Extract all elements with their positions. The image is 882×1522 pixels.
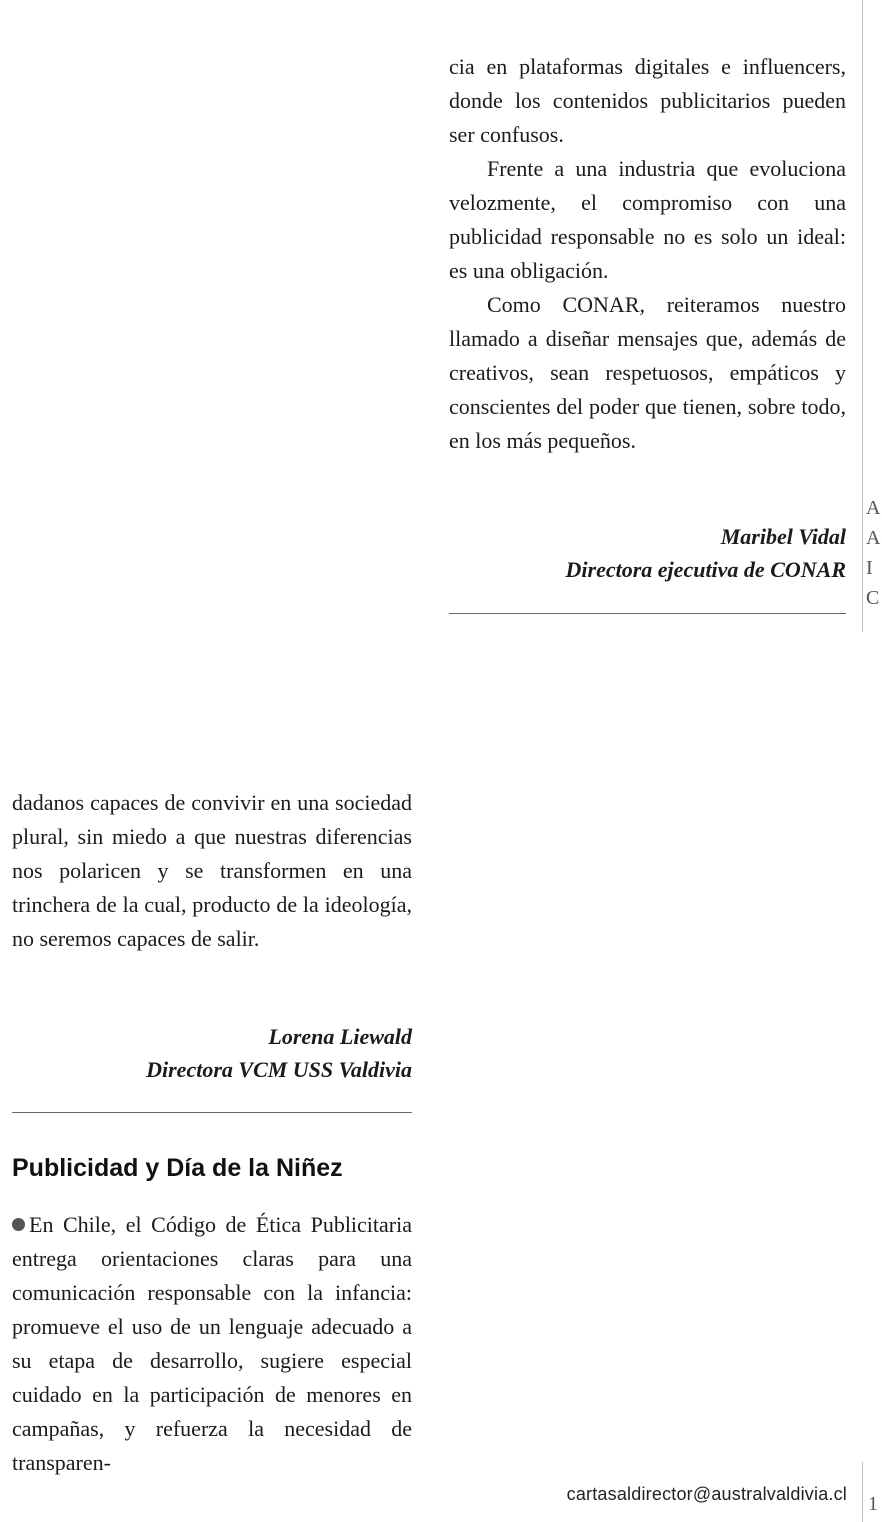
liewald-signature-name: Lorena Liewald [268,1024,412,1049]
edge-fragments-bottom: 1 [868,1493,878,1515]
conar-letter-continuation [449,50,846,458]
column-divider-top [862,0,863,632]
liewald-end-rule [12,1112,412,1113]
conar-paragraph-2: Frente a una industria que evoluciona velozmente, el compromiso con una publicidad responsable no es solo un ideal: es una obligación. [449,156,846,283]
letter-paragraph: En Chile, el Código de Ética Publicitaria entrega orientaciones claras para una comunicación responsable con la infancia: promueve el uso de un lenguaje adecuado a su etapa de desarrollo, sugiere especial cuidado en la participación de menores en campañas, y refuerza la necesidad de transparen- [12,1212,412,1475]
liewald-signature [12,1020,412,1086]
conar-paragraph-3: Como CONAR, reiteramos nuestro llamado a diseñar mensajes que, además de creativos, sean respetuosos, empáticos y conscientes del poder que tienen, sobre todo, en los más pequeños. [449,292,846,453]
letter-heading: Publicidad y Día de la Niñez [12,1154,343,1182]
conar-signature-title: Directora ejecutiva de CONAR [565,557,846,582]
conar-signature [449,520,846,586]
footer-email: cartasaldirector@australvaldivia.cl [566,1484,847,1504]
liewald-letter-continuation [12,786,412,956]
liewald-paragraph: dadanos capaces de convivir en una sociedad plural, sin miedo a que nuestras diferencias nos polaricen y se transformen en una trinchera de la cual, producto de la ideología, no seremos capaces de salir. [12,790,412,951]
letter-body [12,1208,412,1480]
conar-paragraph-1: cia en plataformas digitales e influencers, donde los contenidos publicitarios pueden ser confusos. [449,54,846,147]
bullet-icon [12,1218,25,1231]
conar-end-rule [449,613,846,614]
conar-signature-name: Maribel Vidal [720,524,846,549]
column-divider-bottom [862,1462,863,1522]
edge-fragments-top: A A I C [866,497,881,609]
liewald-signature-title: Directora VCM USS Valdivia [146,1057,412,1082]
